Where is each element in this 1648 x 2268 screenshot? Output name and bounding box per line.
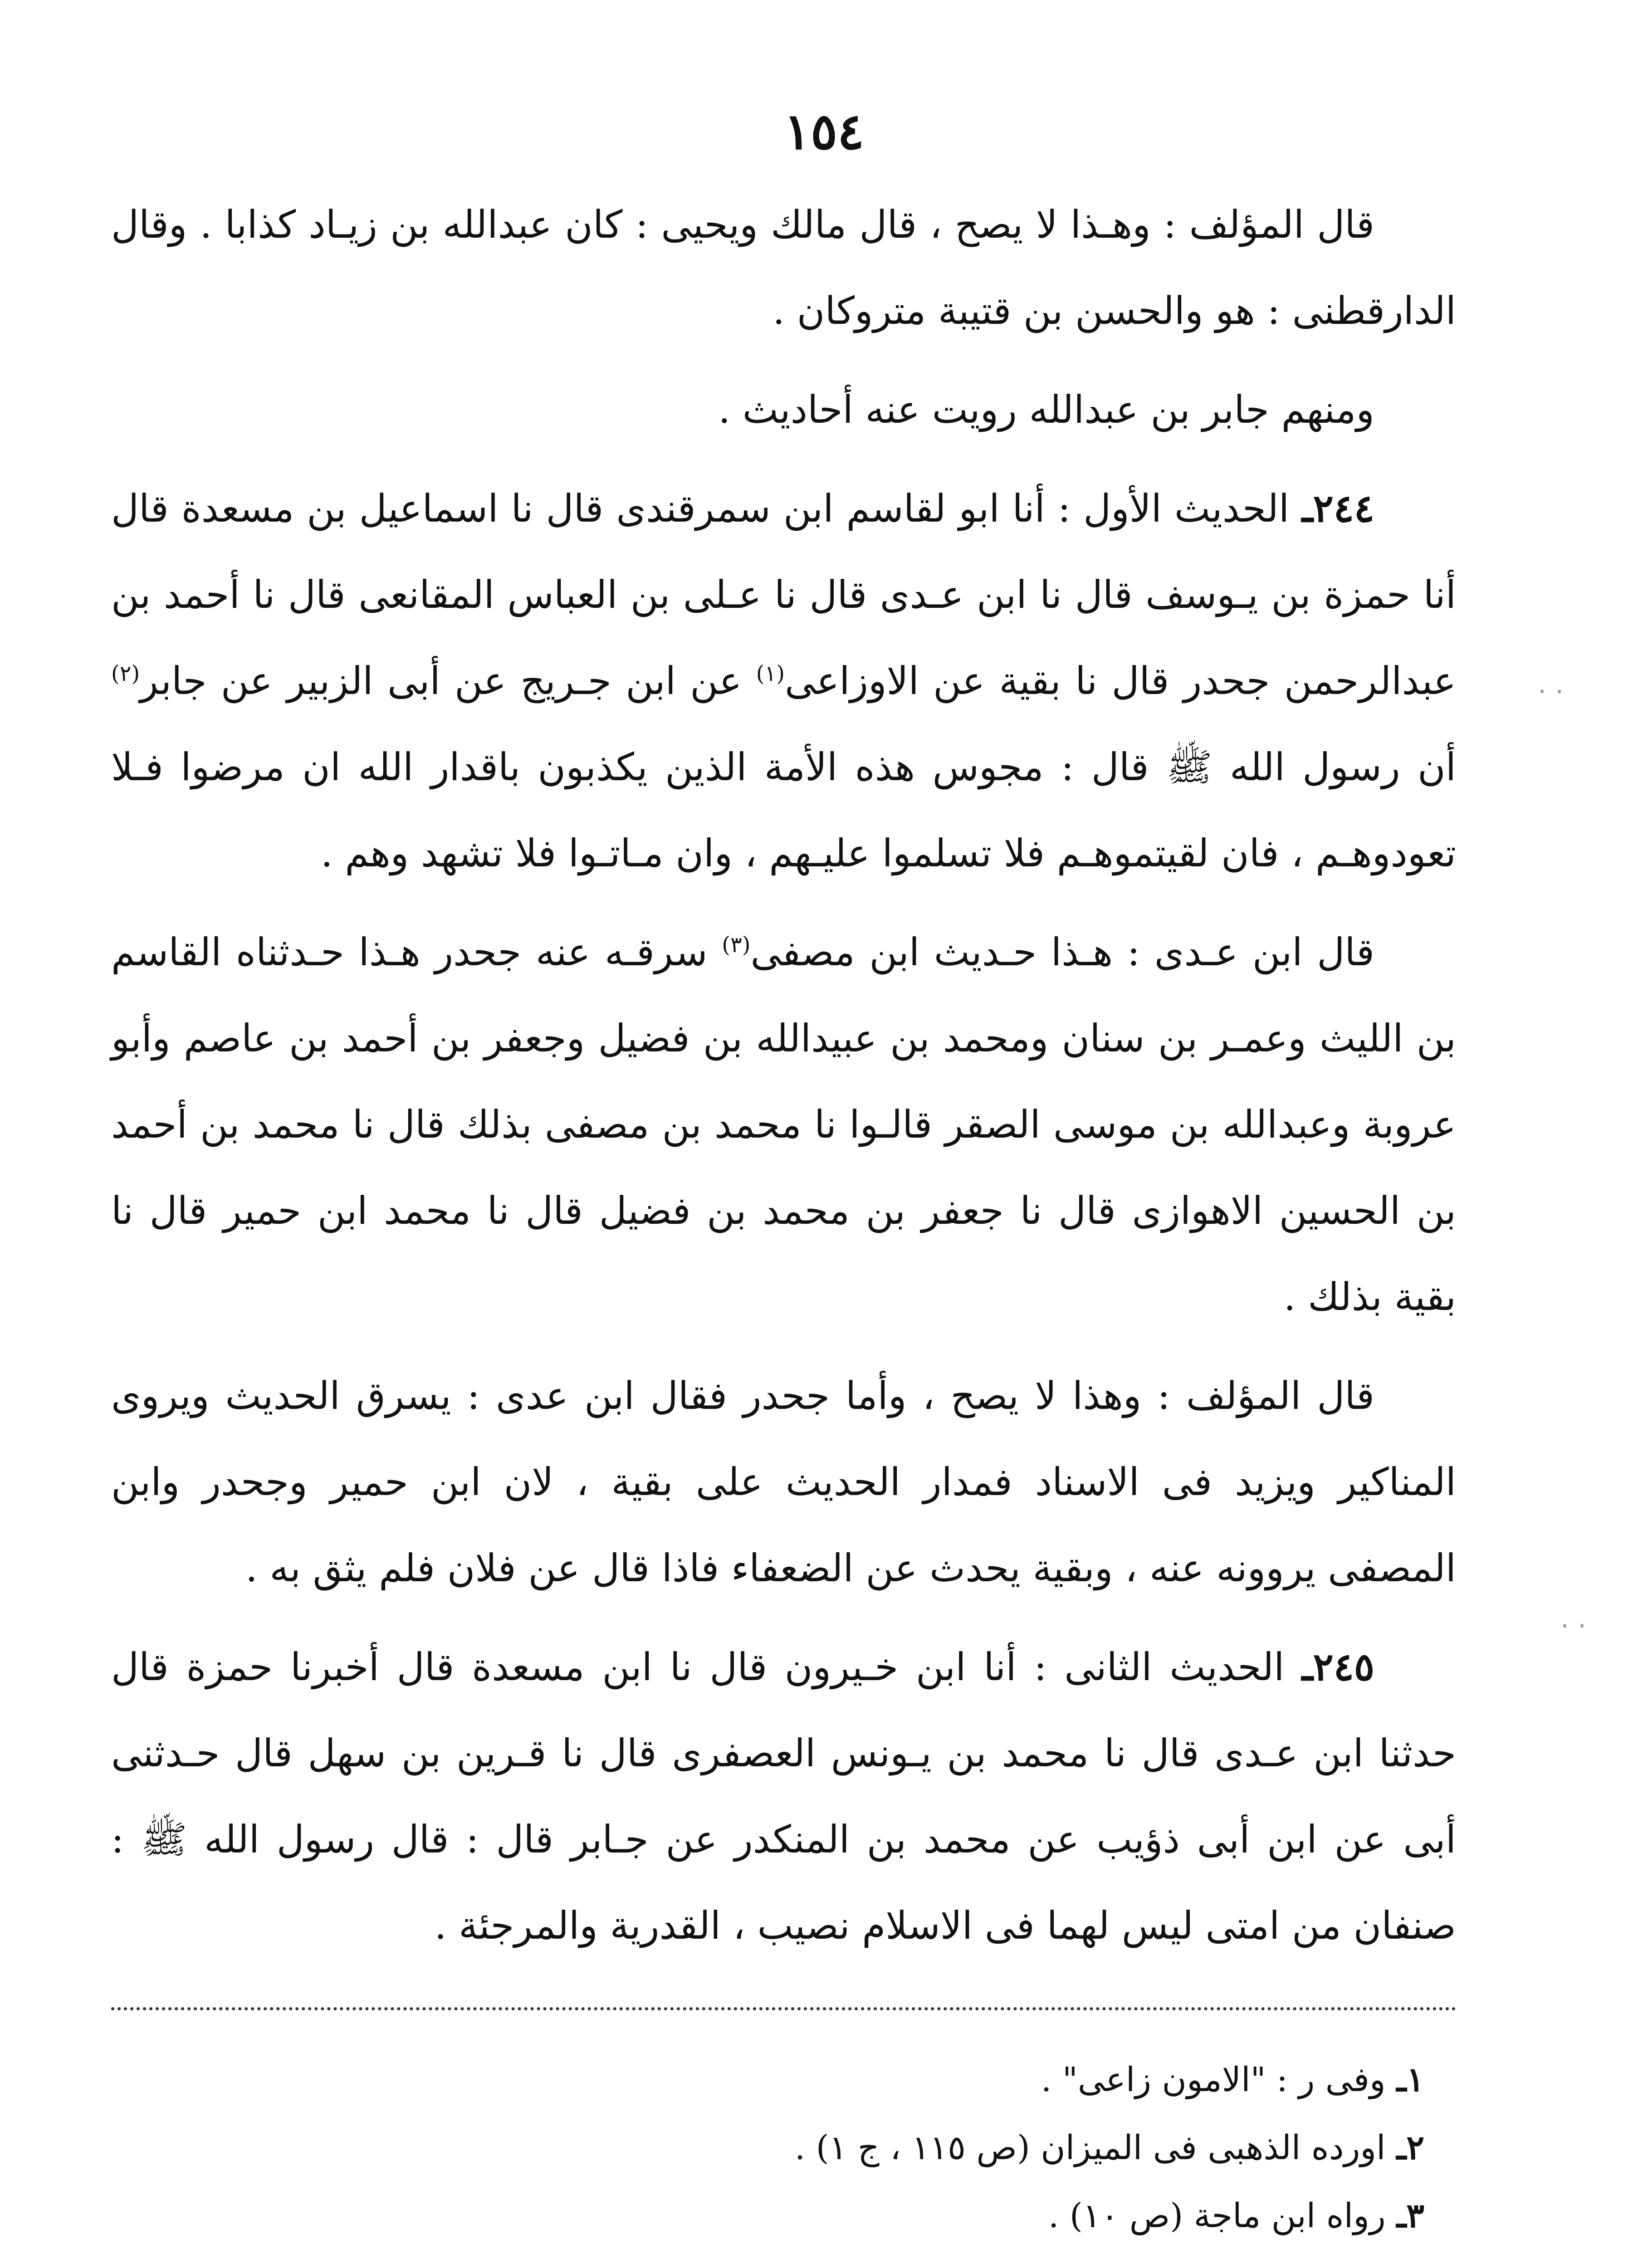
paragraph-ibn-adi-note: [111, 909, 1456, 1340]
margin-speck: · ·: [1560, 1610, 1587, 1642]
paragraph-author-note-1: قال المؤلف : وهـذا لا يصح ، قال مالك ويحيى : كان عبدالله بن زيـاد كذابا . وقال الدارقطنى : هو والحسن بن قتيبة متروكان .: [111, 202, 1456, 333]
margin-speck: · ·: [1538, 676, 1564, 708]
page-number: ١٥٤: [783, 102, 865, 161]
footnote-ref-2: (٢): [111, 661, 140, 686]
hadith-number: ٢٤٥ـ: [1302, 1644, 1374, 1689]
paragraph-author-note-2: قال المؤلف : وهذا لا يصح ، وأما جحدر فقال ابن عدى : يسرق الحديث ويروى المناكير ويزيد فى الاسناد فمدار الحديث على بقية ، لان ابن حمير وجحدر وابن المصفى يروونه عنه ، وبقية يحدث عن الضعفاء فاذا قال عن فلان فلم يثق به .: [111, 1374, 1456, 1590]
footnote-3: [111, 2182, 1456, 2250]
paragraph-jabir-intro: ومنهم جابر بن عبدالله رويت عنه أحاديث .: [718, 387, 1374, 432]
hadith-text: أن رسول الله ﷺ قال : مجوس هذه الأمة الذين يكذبون باقدار الله ان مرضوا فـلا تعودوهـم ، فان لقيتموهـم فلا تسلموا عليـهم ، وان مـاتـوا فلا تشهد وهم .: [111, 745, 1456, 875]
hadith-text: عن ابن جـريج عن أبى الزبير عن جابر: [140, 659, 756, 703]
main-text: [111, 181, 1456, 1969]
footnote-ref-3: (٣): [722, 932, 751, 958]
footnote-number: ٢ـ: [1396, 2128, 1424, 2167]
footnote-ref-1: (١): [756, 661, 785, 686]
footnote-number: ١ـ: [1396, 2060, 1424, 2099]
footnote-text: اورده الذهبى فى الميزان (ص ١١٥ ، ج ١) .: [794, 2128, 1386, 2167]
commentary-text: سرقـه عنه جحدر هـذا حـدثناه القاسم بن الليث وعمـر بن سنان ومحمد بن عبيدالله بن فضيل وجعفر بن أحمد بن عاصم وأبو عروبة وعبدالله بن موسى الصقر قالـوا نا محمد بن مصفى بذلك قال نا محمد بن أحمد بن الحسين الاهوازى قال نا جعفر بن محمد بن فضيل قال نا محمد ابن حمير قال نا بقية بذلك .: [111, 930, 1456, 1319]
footnote-1: [111, 2046, 1456, 2114]
hadith-number: ٢٤٤ـ: [1302, 486, 1374, 531]
footnote-number: ٣ـ: [1396, 2196, 1424, 2235]
paragraph-hadith-245: [111, 1624, 1456, 1969]
footnote-text: رواه ابن ماجة (ص ١٠) .: [1048, 2196, 1386, 2235]
footnote-divider: [111, 2007, 1456, 2010]
hadith-text: الحديث الثانى : أنا ابن خـيرون قال نا ابن مسعدة قال أخبرنا حمزة قال حدثنا ابن عـدى قال نا محمد بن يـونس العصفرى قال نا قـرين بن سهل قال حـدثنى أبى عن ابن أبى ذؤيب عن محمد بن المنكدر عن جـابر قال : قال رسول الله ﷺ : صنفان من امتى ليس لهما فى الاسلام نصيب ، القدرية والمرجئة .: [111, 1645, 1456, 1948]
hadith-text: الحديث الأول : أنا ابو لقاسم ابن سمرقندى قال نا اسماعيل بن مسعدة قال أنا حمزة بن يـوسف قال نا ابن عـدى قال نا عـلى بن العباس المقانعى قال نا أحمد بن عبدالرحمن جحدر قال نا بقية عن الاوزاعى: [111, 486, 1457, 703]
footnote-2: [111, 2114, 1456, 2182]
footnote-text: وفى ر : "الامون زاعى" .: [1041, 2060, 1386, 2099]
footnotes: [111, 2046, 1456, 2250]
commentary-text: قال ابن عـدى : هـذا حـديث ابن مصفى: [750, 930, 1374, 974]
paragraph-hadith-244: [111, 465, 1456, 896]
